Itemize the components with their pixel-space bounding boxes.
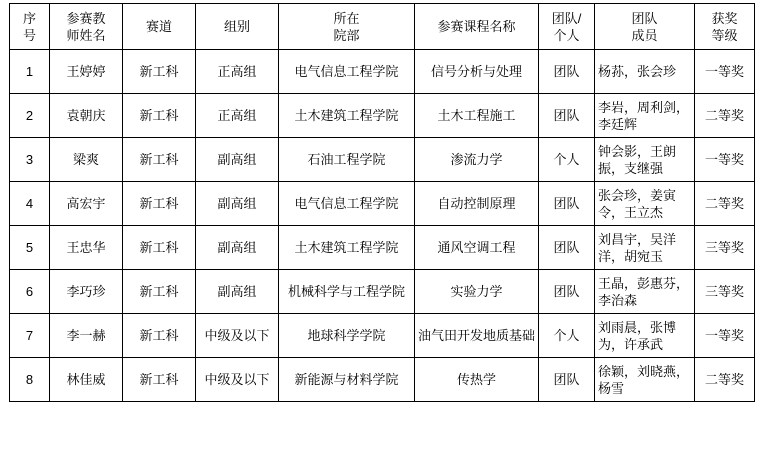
col-header-teacher-name-line-2: 师姓名 bbox=[66, 27, 106, 43]
col-header-award-line-2: 等级 bbox=[711, 27, 738, 43]
cell-track: 新工科 bbox=[123, 182, 196, 226]
cell-seq: 2 bbox=[10, 94, 50, 138]
cell-course: 传热学 bbox=[415, 358, 539, 402]
cell-award: 一等奖 bbox=[695, 50, 755, 94]
col-header-course bbox=[415, 4, 539, 50]
col-header-members-line-1: 团队 bbox=[631, 10, 658, 26]
table-body bbox=[10, 50, 755, 402]
cell-award: 二等奖 bbox=[695, 94, 755, 138]
cell-teacher-name: 王忠华 bbox=[50, 226, 123, 270]
table-header bbox=[10, 4, 755, 50]
cell-department: 电气信息工程学院 bbox=[279, 182, 415, 226]
cell-entry-type: 个人 bbox=[539, 314, 595, 358]
cell-teacher-name: 李一赫 bbox=[50, 314, 123, 358]
table-header-row bbox=[10, 4, 755, 50]
col-header-seq-line-1: 序 bbox=[22, 10, 36, 26]
document-page bbox=[0, 3, 764, 453]
cell-award: 三等奖 bbox=[695, 226, 755, 270]
cell-entry-type: 个人 bbox=[539, 138, 595, 182]
cell-seq: 8 bbox=[10, 358, 50, 402]
table-row bbox=[10, 94, 755, 138]
table-row bbox=[10, 50, 755, 94]
cell-entry-type: 团队 bbox=[539, 94, 595, 138]
cell-group: 正高组 bbox=[196, 50, 279, 94]
cell-track: 新工科 bbox=[123, 50, 196, 94]
col-header-members bbox=[595, 4, 695, 50]
cell-track: 新工科 bbox=[123, 270, 196, 314]
cell-members: 钟会影，王朗振，支继强 bbox=[595, 138, 695, 182]
cell-department: 机械科学与工程学院 bbox=[279, 270, 415, 314]
cell-course: 通风空调工程 bbox=[415, 226, 539, 270]
cell-entry-type: 团队 bbox=[539, 182, 595, 226]
col-header-entry-type-line-1: 团队/ bbox=[551, 10, 582, 26]
col-header-department-line-2: 院部 bbox=[333, 27, 360, 43]
cell-teacher-name: 王婷婷 bbox=[50, 50, 123, 94]
cell-group: 副高组 bbox=[196, 138, 279, 182]
cell-award: 一等奖 bbox=[695, 314, 755, 358]
cell-department: 新能源与材料学院 bbox=[279, 358, 415, 402]
cell-award: 二等奖 bbox=[695, 182, 755, 226]
cell-teacher-name: 梁爽 bbox=[50, 138, 123, 182]
cell-group: 中级及以下 bbox=[196, 358, 279, 402]
table-row bbox=[10, 182, 755, 226]
col-header-track-line-1: 赛道 bbox=[145, 19, 172, 34]
cell-teacher-name: 高宏宇 bbox=[50, 182, 123, 226]
col-header-teacher-name bbox=[50, 4, 123, 50]
cell-course: 信号分析与处理 bbox=[415, 50, 539, 94]
cell-entry-type: 团队 bbox=[539, 270, 595, 314]
cell-group: 副高组 bbox=[196, 270, 279, 314]
cell-members: 刘雨晨，张博为，许承武 bbox=[595, 314, 695, 358]
cell-track: 新工科 bbox=[123, 358, 196, 402]
col-header-teacher-name-line-1: 参赛教 bbox=[66, 10, 106, 26]
col-header-course-line-1: 参赛课程名称 bbox=[437, 19, 516, 34]
cell-award: 三等奖 bbox=[695, 270, 755, 314]
cell-members: 王晶，彭惠芬，李治森 bbox=[595, 270, 695, 314]
col-header-department-line-1: 所在 bbox=[333, 10, 360, 26]
cell-department: 地球科学学院 bbox=[279, 314, 415, 358]
cell-members: 张会珍，姜寅令，王立杰 bbox=[595, 182, 695, 226]
cell-department: 土木建筑工程学院 bbox=[279, 94, 415, 138]
cell-seq: 7 bbox=[10, 314, 50, 358]
cell-members: 杨荪，张会珍 bbox=[595, 50, 695, 94]
cell-seq: 5 bbox=[10, 226, 50, 270]
table-row bbox=[10, 226, 755, 270]
col-header-department bbox=[279, 4, 415, 50]
cell-track: 新工科 bbox=[123, 226, 196, 270]
cell-track: 新工科 bbox=[123, 94, 196, 138]
table-row bbox=[10, 270, 755, 314]
cell-members: 李岩，周利剑，李廷辉 bbox=[595, 94, 695, 138]
col-header-seq bbox=[10, 4, 50, 50]
table-row bbox=[10, 138, 755, 182]
cell-award: 一等奖 bbox=[695, 138, 755, 182]
cell-seq: 6 bbox=[10, 270, 50, 314]
col-header-entry-type-line-2: 个人 bbox=[553, 27, 580, 43]
cell-course: 土木工程施工 bbox=[415, 94, 539, 138]
cell-members: 刘昌宇，吴洋洋，胡宛玉 bbox=[595, 226, 695, 270]
col-header-track bbox=[123, 4, 196, 50]
col-header-award bbox=[695, 4, 755, 50]
cell-course: 油气田开发地质基础 bbox=[415, 314, 539, 358]
cell-course: 实验力学 bbox=[415, 270, 539, 314]
cell-track: 新工科 bbox=[123, 314, 196, 358]
col-header-group-line-1: 组别 bbox=[223, 19, 250, 34]
cell-teacher-name: 林佳威 bbox=[50, 358, 123, 402]
table-row bbox=[10, 358, 755, 402]
cell-group: 副高组 bbox=[196, 182, 279, 226]
cell-group: 正高组 bbox=[196, 94, 279, 138]
cell-entry-type: 团队 bbox=[539, 226, 595, 270]
cell-track: 新工科 bbox=[123, 138, 196, 182]
cell-course: 渗流力学 bbox=[415, 138, 539, 182]
col-header-entry-type bbox=[539, 4, 595, 50]
table-row bbox=[10, 314, 755, 358]
cell-members: 徐颖，刘晓燕，杨雪 bbox=[595, 358, 695, 402]
cell-department: 土木建筑工程学院 bbox=[279, 226, 415, 270]
cell-group: 副高组 bbox=[196, 226, 279, 270]
col-header-award-line-1: 获奖 bbox=[711, 10, 738, 26]
cell-department: 石油工程学院 bbox=[279, 138, 415, 182]
cell-award: 二等奖 bbox=[695, 358, 755, 402]
award-list-table bbox=[9, 3, 755, 402]
col-header-seq-line-2: 号 bbox=[22, 27, 36, 43]
cell-entry-type: 团队 bbox=[539, 358, 595, 402]
cell-department: 电气信息工程学院 bbox=[279, 50, 415, 94]
cell-teacher-name: 袁朝庆 bbox=[50, 94, 123, 138]
cell-seq: 3 bbox=[10, 138, 50, 182]
cell-entry-type: 团队 bbox=[539, 50, 595, 94]
cell-seq: 1 bbox=[10, 50, 50, 94]
cell-seq: 4 bbox=[10, 182, 50, 226]
cell-teacher-name: 李巧珍 bbox=[50, 270, 123, 314]
col-header-group bbox=[196, 4, 279, 50]
cell-course: 自动控制原理 bbox=[415, 182, 539, 226]
cell-group: 中级及以下 bbox=[196, 314, 279, 358]
col-header-members-line-2: 成员 bbox=[631, 27, 658, 43]
